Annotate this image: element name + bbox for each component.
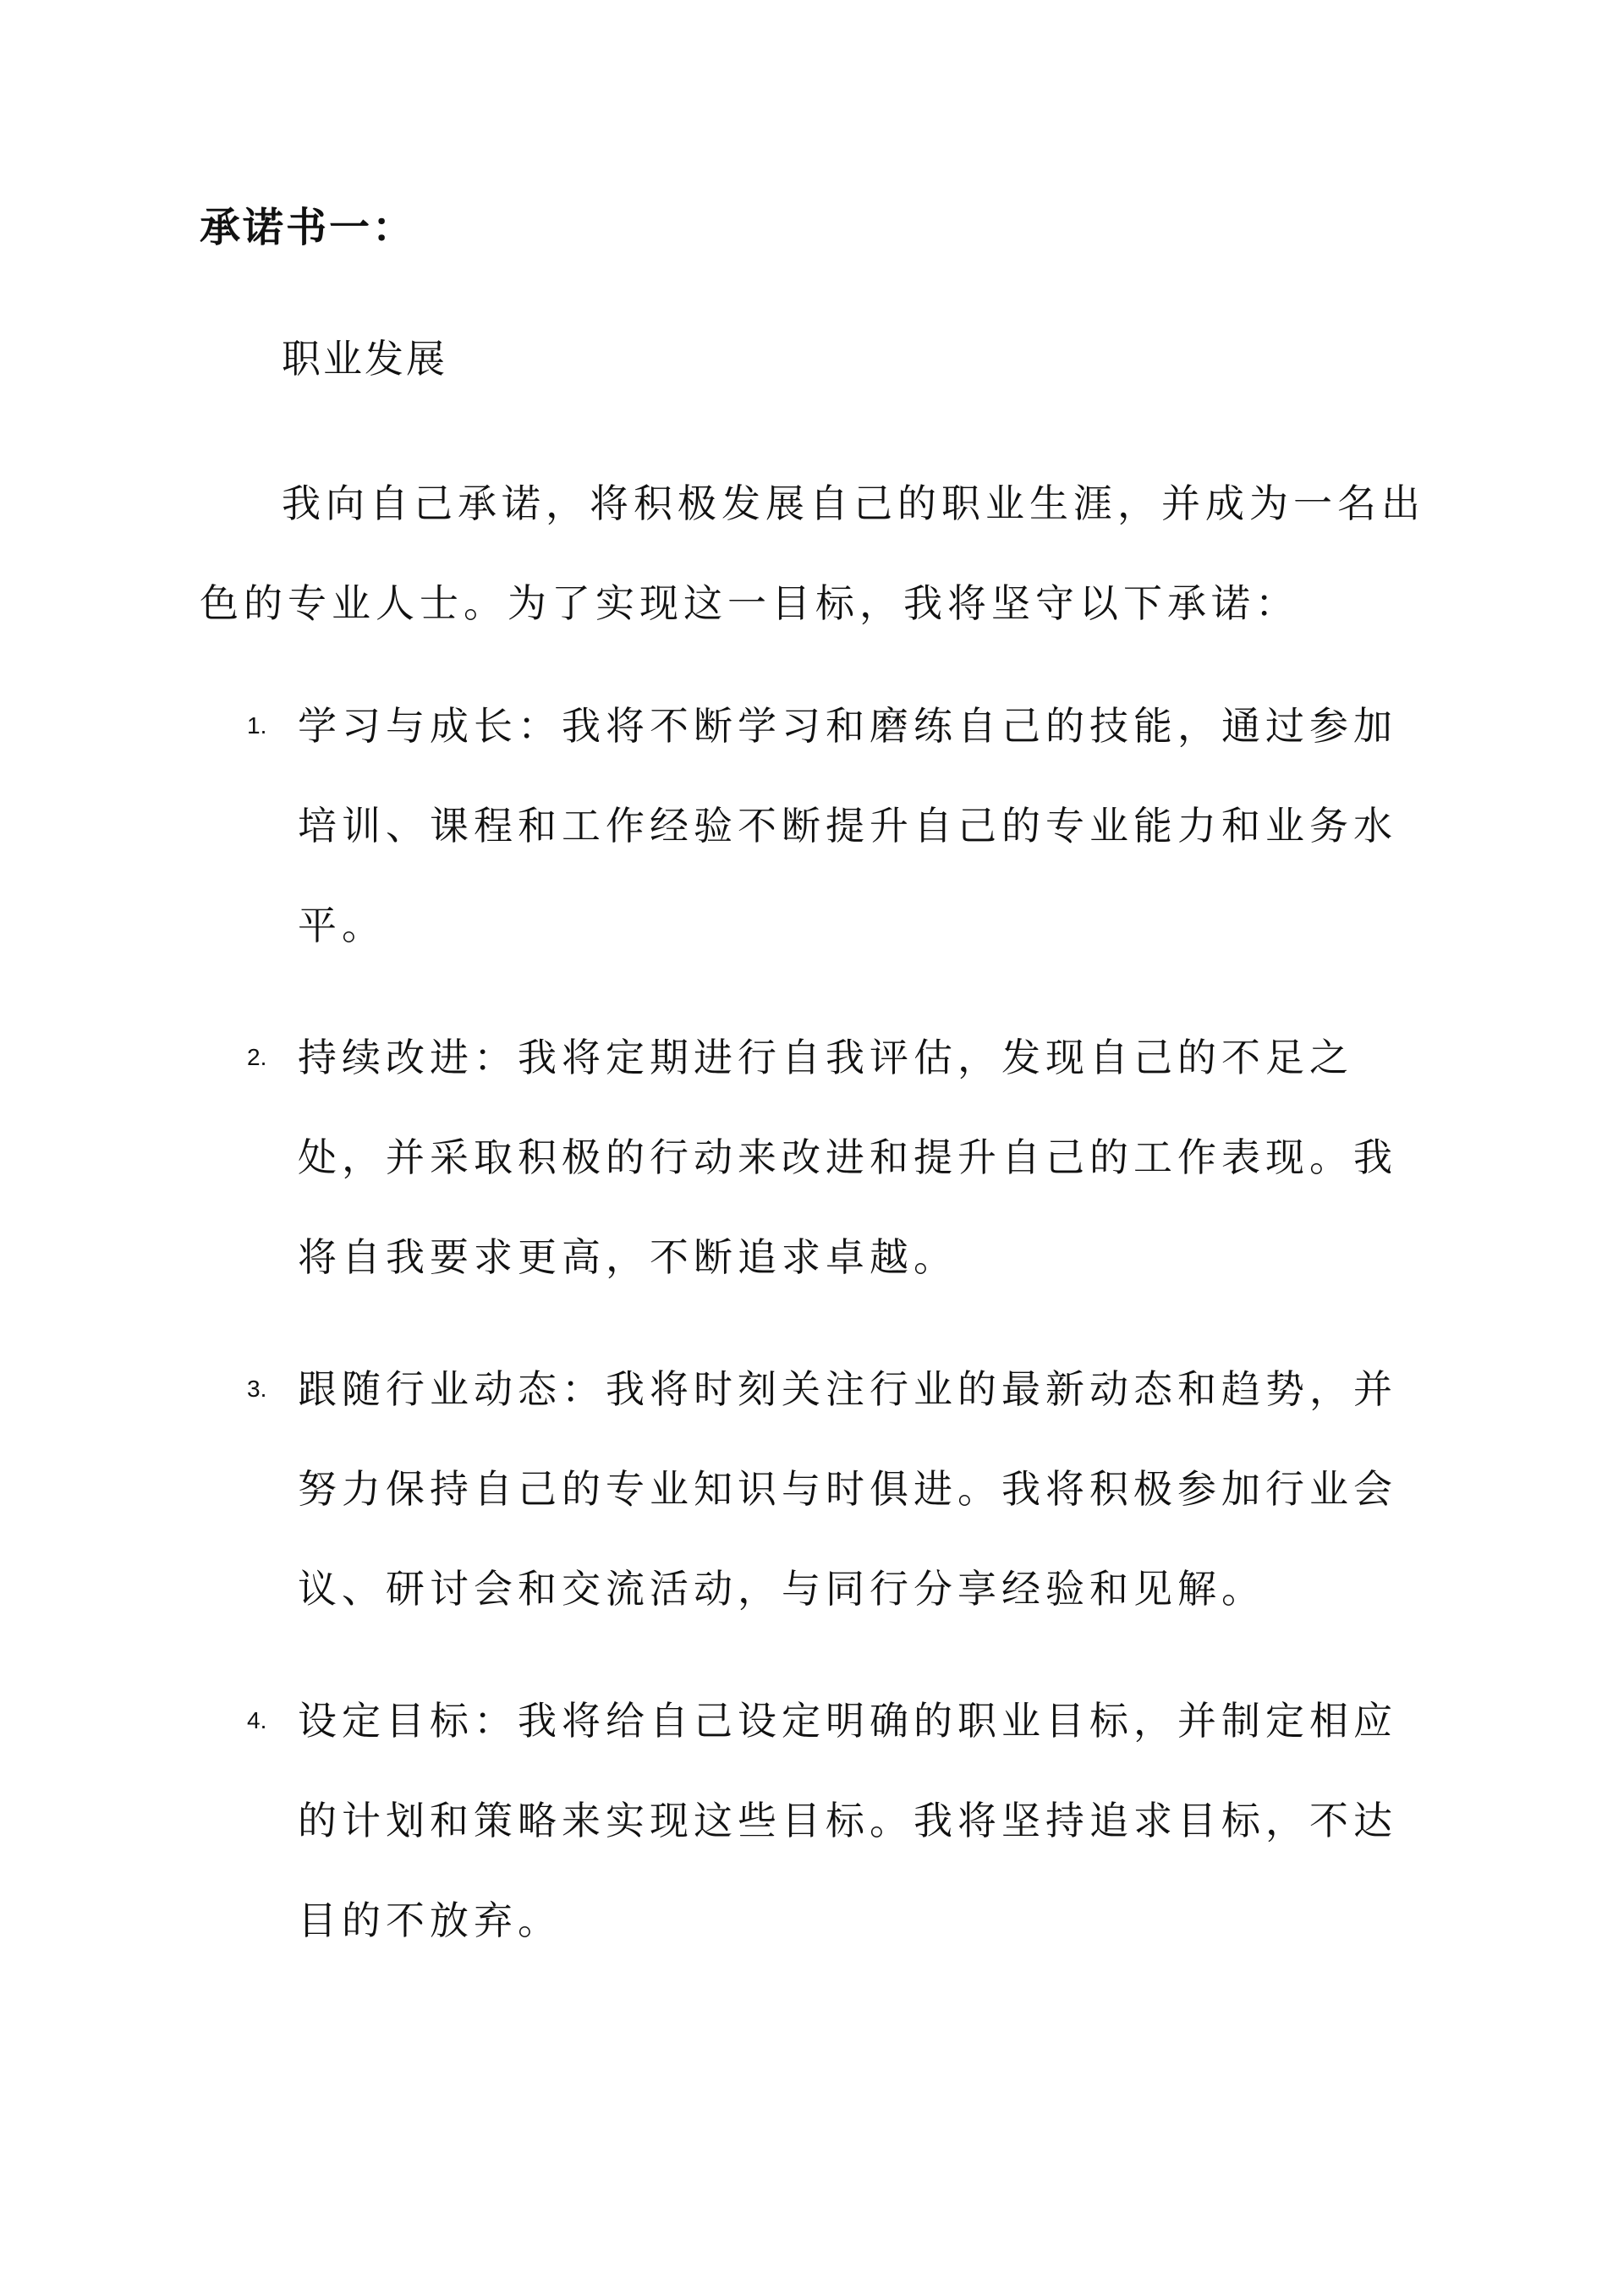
list-item-number: 4. (247, 1707, 267, 1733)
list-item-text: 学习与成长：我将不断学习和磨练自己的技能，通过参加培训、课程和工作经验不断提升自己的专业能力和业务水平。 (298, 703, 1397, 948)
list-item-text: 跟随行业动态：我将时刻关注行业的最新动态和趋势，并努力保持自己的专业知识与时俱进。我将积极参加行业会议、研讨会和交流活动，与同行分享经验和见解。 (298, 1366, 1397, 1612)
document-title: 承诺书一： (200, 204, 416, 251)
list-item-text: 设定目标：我将给自己设定明确的职业目标，并制定相应的计划和策略来实现这些目标。我将坚持追求目标，不达目的不放弃。 (298, 1698, 1397, 1943)
list-item (200, 1671, 1431, 1970)
section-subtitle: 职业发展 (282, 336, 447, 382)
list-item-text: 持续改进：我将定期进行自我评估，发现自己的不足之处，并采取积极的行动来改进和提升自己的工作表现。我将自我要求更高，不断追求卓越。 (298, 1035, 1397, 1280)
intro-paragraph: 我向自己承诺，将积极发展自己的职业生涯，并成为一名出色的专业人士。为了实现这一目标，我将坚守以下承诺： (200, 481, 1425, 626)
list-item (200, 1339, 1431, 1639)
list-item (200, 676, 1431, 975)
commitment-list (200, 676, 1443, 2002)
list-item (200, 1008, 1431, 1307)
list-item-number: 1. (247, 712, 267, 739)
list-item-number: 3. (247, 1376, 267, 1402)
list-item-number: 2. (247, 1044, 267, 1070)
